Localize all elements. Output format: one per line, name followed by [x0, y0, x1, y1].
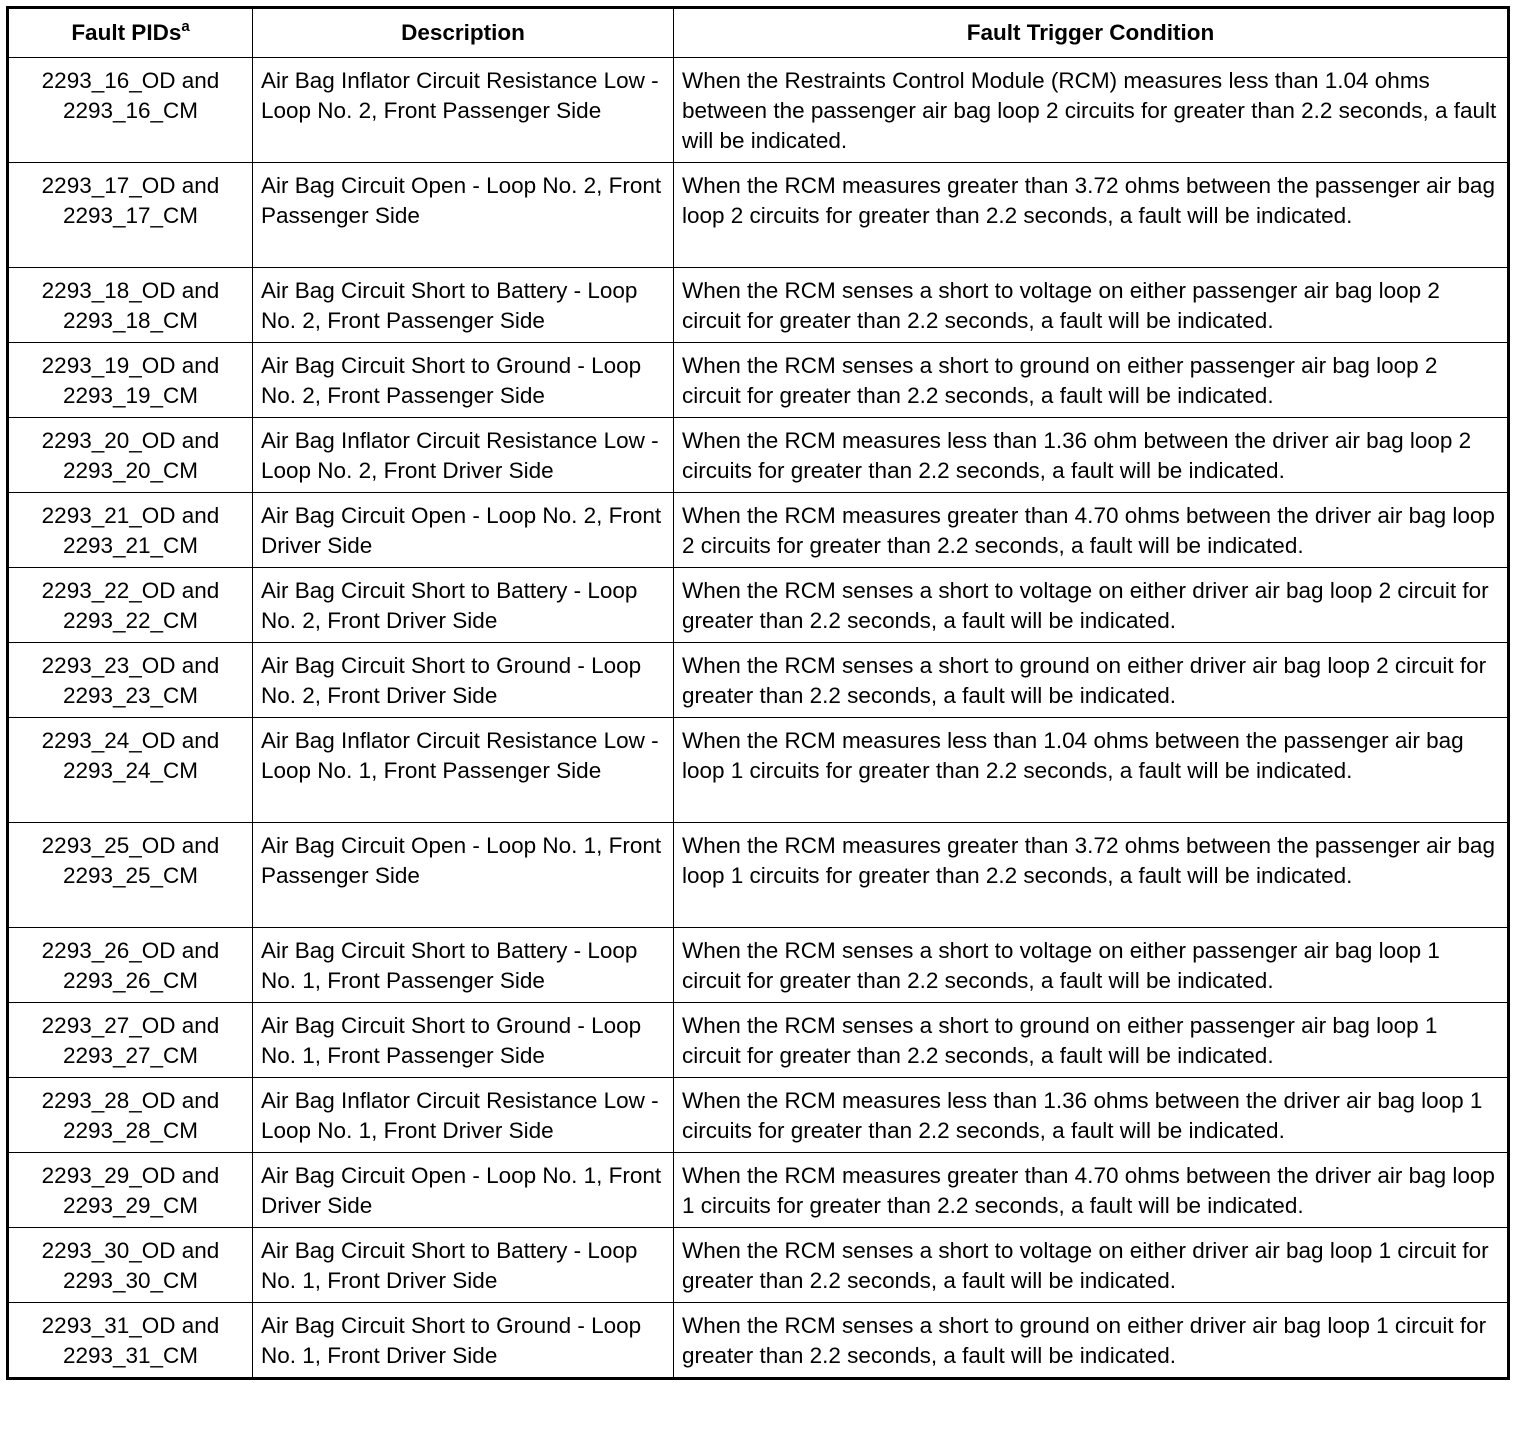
table-row: [8, 823, 1509, 928]
header-fault-trigger-condition: Fault Trigger Condition: [674, 8, 1509, 58]
description-cell: Air Bag Circuit Open - Loop No. 1, Front Passenger Side: [253, 823, 674, 928]
header-fault-pids-label: Fault PIDs: [71, 20, 182, 45]
table-row: [8, 568, 1509, 643]
description-cell: Air Bag Circuit Short to Battery - Loop No. 2, Front Driver Side: [253, 568, 674, 643]
fault-pid-cell: 2293_17_OD and 2293_17_CM: [8, 163, 253, 268]
fault-pid-cell: 2293_16_OD and 2293_16_CM: [8, 58, 253, 163]
condition-cell: When the RCM senses a short to ground on either passenger air bag loop 2 circuit for greater than 2.2 seconds, a fault will be indicated.: [674, 343, 1509, 418]
condition-cell: When the RCM measures less than 1.04 ohms between the passenger air bag loop 1 circuits for greater than 2.2 seconds, a fault will be indicated.: [674, 718, 1509, 823]
condition-cell: When the RCM measures greater than 4.70 ohms between the driver air bag loop 1 circuits for greater than 2.2 seconds, a fault will be indicated.: [674, 1153, 1509, 1228]
condition-cell: When the RCM measures less than 1.36 ohms between the driver air bag loop 1 circuits for greater than 2.2 seconds, a fault will be indicated.: [674, 1078, 1509, 1153]
table-row: [8, 58, 1509, 163]
description-cell: Air Bag Circuit Open - Loop No. 1, Front Driver Side: [253, 1153, 674, 1228]
condition-cell: When the RCM measures greater than 4.70 ohms between the driver air bag loop 2 circuits for greater than 2.2 seconds, a fault will be indicated.: [674, 493, 1509, 568]
description-cell: Air Bag Circuit Short to Ground - Loop No. 1, Front Passenger Side: [253, 1003, 674, 1078]
description-cell: Air Bag Circuit Short to Ground - Loop No. 2, Front Driver Side: [253, 643, 674, 718]
table-row: [8, 493, 1509, 568]
fault-pid-cell: 2293_28_OD and 2293_28_CM: [8, 1078, 253, 1153]
table-header-row: [8, 8, 1509, 58]
header-footnote-marker: a: [181, 18, 190, 35]
condition-cell: When the RCM senses a short to ground on either driver air bag loop 2 circuit for greater than 2.2 seconds, a fault will be indicated.: [674, 643, 1509, 718]
table-row: [8, 418, 1509, 493]
fault-pid-cell: 2293_31_OD and 2293_31_CM: [8, 1303, 253, 1379]
table-row: [8, 1303, 1509, 1379]
fault-pid-cell: 2293_23_OD and 2293_23_CM: [8, 643, 253, 718]
fault-pid-cell: 2293_27_OD and 2293_27_CM: [8, 1003, 253, 1078]
description-cell: Air Bag Circuit Short to Battery - Loop No. 2, Front Passenger Side: [253, 268, 674, 343]
table-row: [8, 643, 1509, 718]
fault-pid-cell: 2293_19_OD and 2293_19_CM: [8, 343, 253, 418]
condition-cell: When the RCM senses a short to ground on either driver air bag loop 1 circuit for greater than 2.2 seconds, a fault will be indicated.: [674, 1303, 1509, 1379]
description-cell: Air Bag Circuit Short to Battery - Loop No. 1, Front Driver Side: [253, 1228, 674, 1303]
condition-cell: When the Restraints Control Module (RCM) measures less than 1.04 ohms between the passenger air bag loop 2 circuits for greater than 2.2 seconds, a fault will be indicated.: [674, 58, 1509, 163]
fault-pid-cell: 2293_20_OD and 2293_20_CM: [8, 418, 253, 493]
fault-pid-cell: 2293_21_OD and 2293_21_CM: [8, 493, 253, 568]
fault-pid-cell: 2293_30_OD and 2293_30_CM: [8, 1228, 253, 1303]
fault-pid-cell: 2293_18_OD and 2293_18_CM: [8, 268, 253, 343]
table-row: [8, 1078, 1509, 1153]
fault-pid-cell: 2293_29_OD and 2293_29_CM: [8, 1153, 253, 1228]
fault-pid-cell: 2293_25_OD and 2293_25_CM: [8, 823, 253, 928]
table-row: [8, 718, 1509, 823]
description-cell: Air Bag Circuit Open - Loop No. 2, Front Passenger Side: [253, 163, 674, 268]
header-fault-pids: [8, 8, 253, 58]
condition-cell: When the RCM senses a short to voltage on either driver air bag loop 1 circuit for greater than 2.2 seconds, a fault will be indicated.: [674, 1228, 1509, 1303]
description-cell: Air Bag Circuit Short to Ground - Loop No. 1, Front Driver Side: [253, 1303, 674, 1379]
fault-pid-cell: 2293_24_OD and 2293_24_CM: [8, 718, 253, 823]
fault-pid-cell: 2293_26_OD and 2293_26_CM: [8, 928, 253, 1003]
table-row: [8, 1228, 1509, 1303]
table-row: [8, 268, 1509, 343]
condition-cell: When the RCM measures greater than 3.72 ohms between the passenger air bag loop 2 circuits for greater than 2.2 seconds, a fault will be indicated.: [674, 163, 1509, 268]
description-cell: Air Bag Circuit Open - Loop No. 2, Front Driver Side: [253, 493, 674, 568]
table-row: [8, 1003, 1509, 1078]
condition-cell: When the RCM senses a short to voltage on either passenger air bag loop 2 circuit for greater than 2.2 seconds, a fault will be indicated.: [674, 268, 1509, 343]
header-description: Description: [253, 8, 674, 58]
table-row: [8, 928, 1509, 1003]
description-cell: Air Bag Circuit Short to Ground - Loop No. 2, Front Passenger Side: [253, 343, 674, 418]
condition-cell: When the RCM senses a short to voltage on either driver air bag loop 2 circuit for greater than 2.2 seconds, a fault will be indicated.: [674, 568, 1509, 643]
description-cell: Air Bag Inflator Circuit Resistance Low - Loop No. 1, Front Driver Side: [253, 1078, 674, 1153]
table-row: [8, 163, 1509, 268]
condition-cell: When the RCM senses a short to ground on either passenger air bag loop 1 circuit for greater than 2.2 seconds, a fault will be indicated.: [674, 1003, 1509, 1078]
description-cell: Air Bag Circuit Short to Battery - Loop No. 1, Front Passenger Side: [253, 928, 674, 1003]
condition-cell: When the RCM measures less than 1.36 ohm between the driver air bag loop 2 circuits for greater than 2.2 seconds, a fault will be indicated.: [674, 418, 1509, 493]
fault-pid-cell: 2293_22_OD and 2293_22_CM: [8, 568, 253, 643]
fault-pid-table: [6, 6, 1510, 1380]
condition-cell: When the RCM senses a short to voltage on either passenger air bag loop 1 circuit for greater than 2.2 seconds, a fault will be indicated.: [674, 928, 1509, 1003]
table-row: [8, 343, 1509, 418]
description-cell: Air Bag Inflator Circuit Resistance Low - Loop No. 2, Front Passenger Side: [253, 58, 674, 163]
table-row: [8, 1153, 1509, 1228]
description-cell: Air Bag Inflator Circuit Resistance Low - Loop No. 1, Front Passenger Side: [253, 718, 674, 823]
condition-cell: When the RCM measures greater than 3.72 ohms between the passenger air bag loop 1 circuits for greater than 2.2 seconds, a fault will be indicated.: [674, 823, 1509, 928]
description-cell: Air Bag Inflator Circuit Resistance Low - Loop No. 2, Front Driver Side: [253, 418, 674, 493]
